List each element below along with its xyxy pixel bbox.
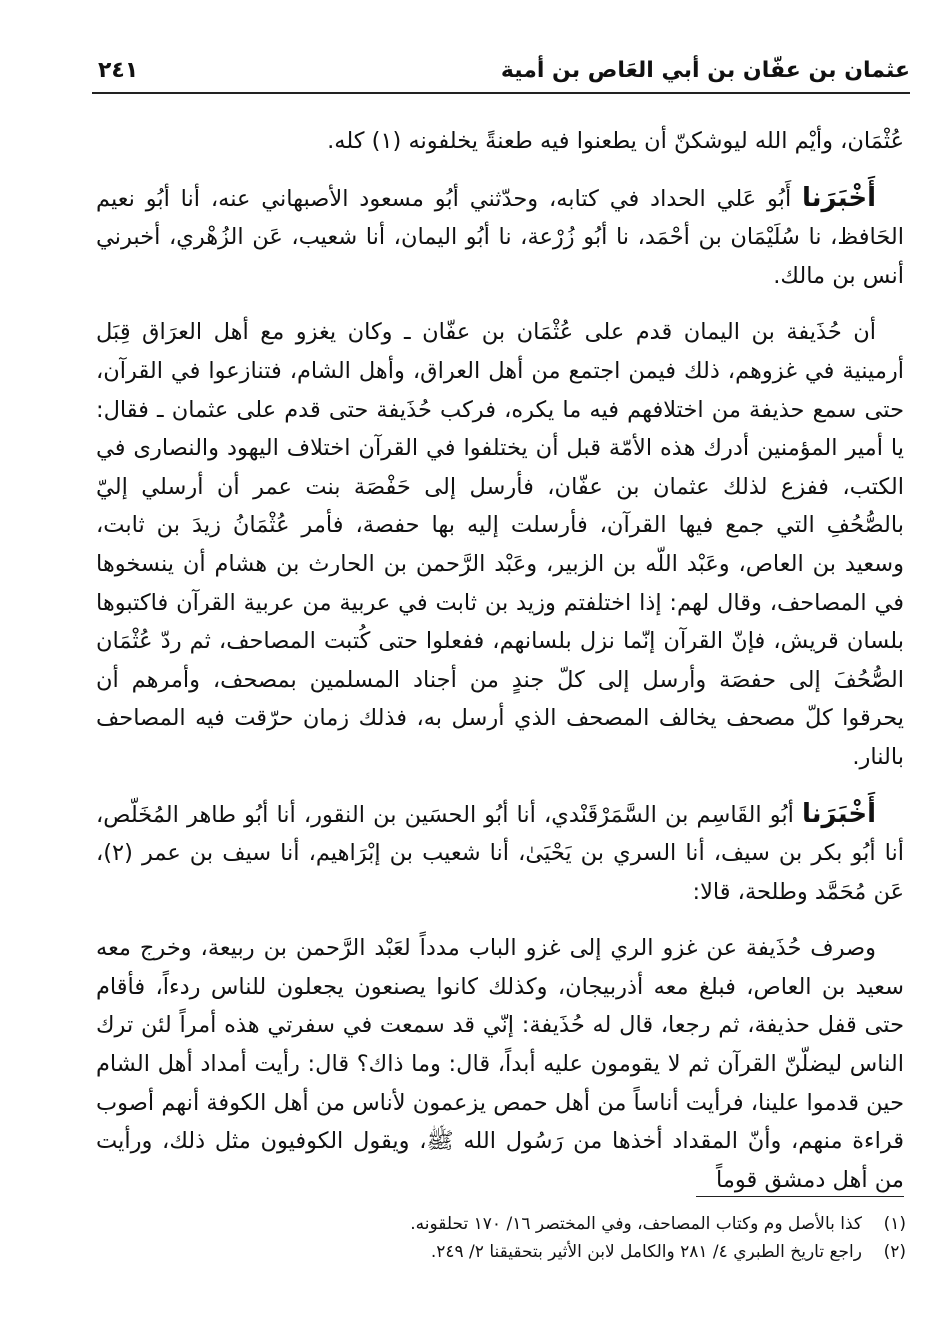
- paragraph-4: [96, 795, 904, 912]
- paragraph-3: أن حُذَيفة بن اليمان قدم على عُثْمَان بن عفّان ـ وكان يغزو مع أهل العرَاق قِبَل أرمينية في غزوهم، ذلك فيمن اجتمع من أهل العراق، وأهل الشام، فتنازعوا في القرآن، حتى سمع حذيفة من اختلافهم فيه ما يكره، فركب حُذَيفة حتى قدم على عثمان ـ فقال: يا أمير المؤمنين أدرك هذه الأمّة قبل أن يختلفوا في القرآن اختلاف اليهود والنصارى في الكتب، ففزع لذلك عثمان بن عفّان، فأرسل إلى حَفْصَة بنت عمر أن أرسلي إليّ بالصُّحُفِ التي جمع فيها القرآن، فأرسلت إليه بها حفصة، فأمر عُثْمَانُ زيدَ بن ثابت، وسعيد بن العاص، وعَبْد اللّه بن الزبير، وعَبْد الرَّحمن بن الحارث بن هشام أن ينسخوها في المصاحف، وقال لهم: إذا اختلفتم وزيد بن ثابت في عربية من عربية القرآن فاكتبوها بلسان قريش، فإنّ القرآن إنّما نزل بلسانهم، ففعلوا حتى كُتبت المصاحف، ثم ردّ عُثْمَان الصُّحُفَ إلى حفصَة وأرسل إلى كلّ جندٍ من أجناد المسلمين بمصحف، وأمرهم أن يحرقوا كلّ مصحف يخالف المصحف الذي أرسل به، فذلك زمان حرّقت فيه المصاحف بالنار.: [96, 319, 904, 770]
- page-number: ٢٤١: [98, 58, 139, 83]
- paragraph-1: عُثْمَان، وأيْم الله ليوشكنّ أن يطعنوا فيه طعنةً يخلفونه (١) كله.: [327, 128, 904, 154]
- paragraph-4-text: أبُو القَاسِم بن السَّمَرْقَنْدي، أنا أبُو الحسَين بن النقور، أنا أبُو طاهر المُخَلّص، أنا أبُو بكر بن سيف، أنا السري بن يَحْيَىٰ، أنا شعيب بن إبْرَاهيم، أنا سيف بن عمر (٢)، عَن مُحَمَّد وطلحة، قالا:: [96, 801, 904, 905]
- footnotes: [110, 1210, 906, 1266]
- footnote-number: (٢): [883, 1242, 906, 1262]
- footnote-text: كذا بالأصل وم وكتاب المصاحف، وفي المختصر ١٦/ ١٧٠ تحلقونه.: [410, 1214, 862, 1234]
- paragraph-2: [96, 179, 904, 296]
- running-title: عثمان بن عفّان بن أبي العَاص بن أمية: [500, 58, 910, 83]
- footnote-number: (١): [883, 1214, 906, 1234]
- akhbarana-keyword: أَخْبَرَنا: [802, 798, 876, 829]
- main-text: [96, 122, 904, 1199]
- paragraph-2-text: أَبُو عَلي الحداد في كتابه، وحدّثني أبُو مسعود الأصبهاني عنه، أنا أبُو نعيم الحَافظ، نا سُلَيْمَان بن أحْمَد، نا أبُو زُرْعة، نا أبُو اليمان، أنا شعيب، عَن الزُهْري، أخبرني أنس بن مالك.: [96, 185, 904, 289]
- footnote-1: [110, 1210, 906, 1238]
- page-header: [92, 52, 910, 94]
- footnote-text: راجع تاريخ الطبري ٤/ ٢٨١ والكامل لابن الأثير بتحقيقنا ٢/ ٢٤٩.: [430, 1242, 862, 1262]
- akhbarana-keyword: أَخْبَرَنا: [802, 182, 876, 213]
- paragraph-5: وصرف حُذَيفة عن غزو الري إلى غزو الباب مدداً لعَبْد الرَّحمن بن ربيعة، وخرج معه سعيد بن العاص، فبلغ معه أذربيجان، وكذلك كانوا يصنعون يجعلون للناس ردءاً، فأقام حتى قفل حذيفة، ثم رجعا، قال له حُذَيفة: إنّي قد سمعت في سفرتي هذه أمراً لئن ترك الناس ليضلّنّ القرآن ثم لا يقومون عليه أبداً، قال: وما ذاك؟ قال: رأيت أمداد أهل الشام حين قدموا علينا، فرأيت أناساً من أهل حمص يزعمون لأناس من أهل الكوفة أنهم أصوب قراءة منهم، وأنّ المقداد أخذها من رَسُول الله ﷺ، ويقول الكوفيون مثل ذلك، ورأيت من أهل دمشق قوماً: [96, 935, 904, 1193]
- footnote-2: [110, 1238, 906, 1266]
- footnote-divider: [696, 1196, 904, 1197]
